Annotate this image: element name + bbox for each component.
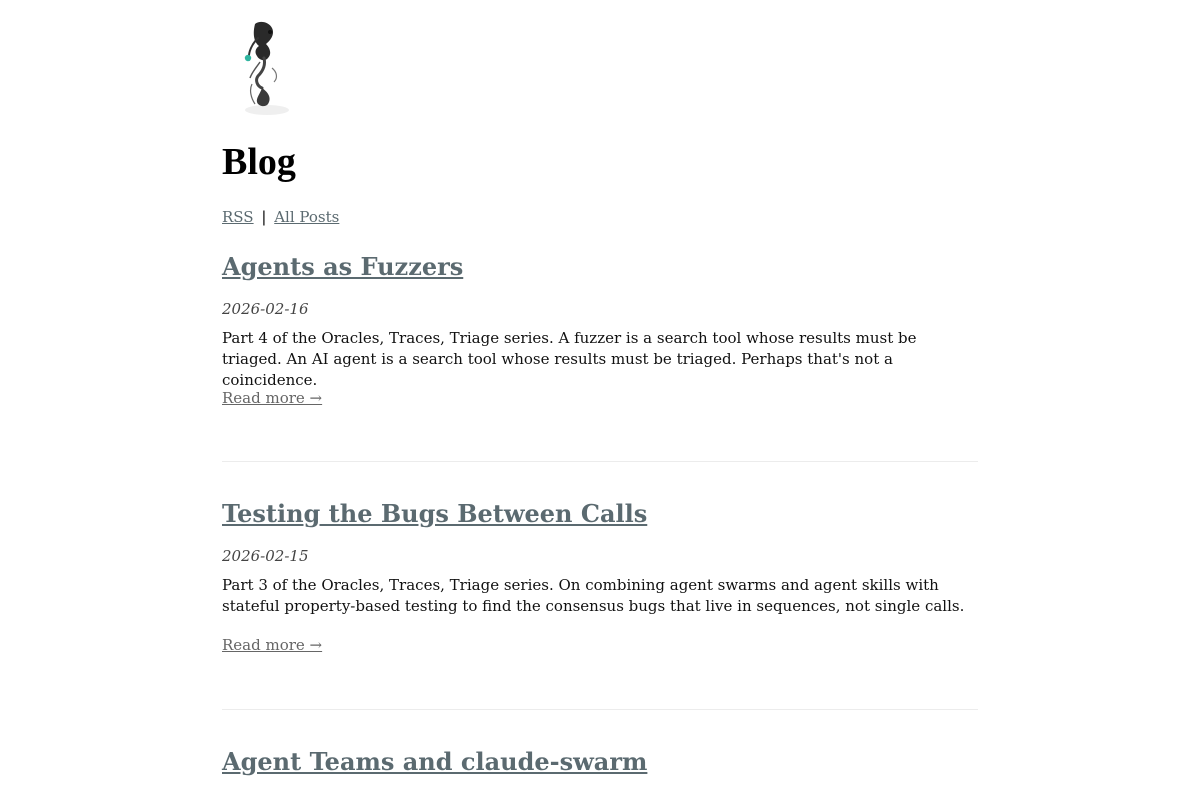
post-agent-teams-claude-swarm	[222, 746, 978, 778]
site-logo[interactable]	[222, 18, 292, 118]
post-divider	[222, 709, 978, 710]
ink-figure-logo-icon	[222, 18, 292, 118]
page-title: Blog	[222, 141, 296, 183]
post-title-link[interactable]: Agents as Fuzzers	[222, 252, 464, 281]
post-title-link[interactable]: Testing the Bugs Between Calls	[222, 499, 648, 528]
nav-separator: |	[261, 208, 267, 226]
post-date: 2026-02-15	[222, 547, 309, 565]
blog-nav	[222, 206, 339, 228]
post-title-link[interactable]: Agent Teams and claude-swarm	[222, 747, 648, 776]
rss-link[interactable]: RSS	[222, 208, 254, 226]
all-posts-link[interactable]: All Posts	[274, 208, 340, 226]
post-agents-as-fuzzers	[222, 251, 978, 407]
post-divider	[222, 461, 978, 462]
read-more-link[interactable]: Read more →	[222, 636, 323, 654]
post-date: 2026-02-16	[222, 300, 309, 318]
read-more-link[interactable]: Read more →	[222, 389, 323, 407]
post-testing-bugs-between-calls	[222, 498, 978, 654]
post-summary: Part 4 of the Oracles, Traces, Triage series. A fuzzer is a search tool whose results must be triaged. An AI agent is a search tool whose results must be triaged. Perhaps that's not a coincidence.	[222, 329, 917, 389]
logo-accent-dot	[245, 55, 251, 61]
post-summary: Part 3 of the Oracles, Traces, Triage series. On combining agent swarms and agent skills with stateful property-based testing to find the consensus bugs that live in sequences, not single calls.	[222, 576, 965, 615]
